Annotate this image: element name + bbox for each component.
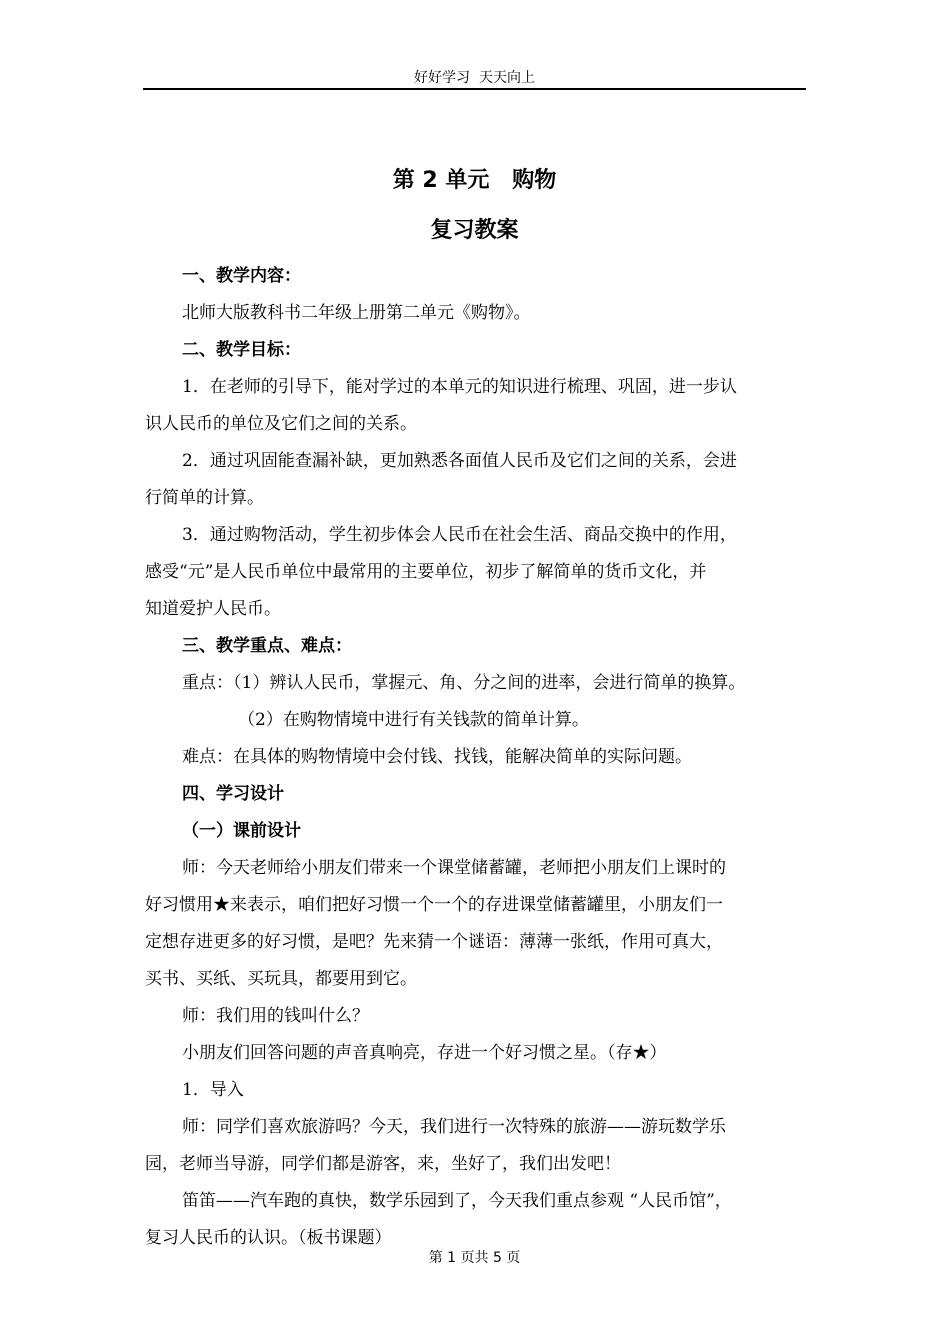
subsection-heading-pre-class: （一）课前设计 — [182, 821, 301, 841]
goal-3-line: 知道爱护人民币。 — [145, 599, 281, 619]
unit-title: 第 2 单元 购物 — [392, 168, 557, 193]
teacher-question: 师：我们用的钱叫什么？ — [182, 1006, 369, 1026]
intro-paragraph-line: 师：同学们喜欢旅游吗？今天，我们进行一次特殊的旅游——游玩数学乐 — [182, 1117, 726, 1137]
goal-2-line: 2．通过巩固能查漏补缺，更加熟悉各面值人民币及它们之间的关系，会进 — [182, 451, 737, 471]
section-heading-design: 四、学习设计 — [182, 784, 284, 804]
key-point-1: 重点：（1）辨认人民币，掌握元、角、分之间的进率，会进行简单的换算。 — [182, 673, 746, 693]
section-heading-key-points: 三、教学重点、难点： — [182, 636, 352, 656]
page-footer: 第 1 页共 5 页 — [428, 1250, 521, 1266]
difficulty-point: 难点：在具体的购物情境中会付钱、找钱，能解决简单的实际问题。 — [182, 747, 692, 767]
teacher-paragraph-line: 定想存进更多的好习惯，是吧？先来猜一个谜语：薄薄一张纸，作用可真大， — [145, 932, 723, 952]
goal-1-line: 1．在老师的引导下，能对学过的本单元的知识进行梳理、巩固，进一步认 — [182, 377, 737, 397]
page-header: 好好学习 天天向上 — [414, 70, 535, 86]
teacher-paragraph-line: 买书、买纸、买玩具，都要用到它。 — [145, 969, 417, 989]
header-divider — [143, 88, 806, 90]
paragraph-content: 北师大版教科书二年级上册第二单元《购物》。 — [182, 303, 531, 323]
intro-paragraph-line: 园，老师当导游，同学们都是游客，来，坐好了，我们出发吧！ — [145, 1154, 621, 1174]
document-body — [145, 258, 807, 1257]
goal-3-line: 3．通过购物活动，学生初步体会人民币在社会生活、商品交换中的作用， — [182, 525, 737, 545]
intro-paragraph-line: 笛笛——汽车跑的真快，数学乐园到了，今天我们重点参观 “人民币馆”， — [182, 1191, 732, 1211]
step-intro: 1．导入 — [182, 1080, 244, 1100]
teacher-paragraph-line: 师：今天老师给小朋友们带来一个课堂储蓄罐，老师把小朋友们上课时的 — [182, 858, 726, 878]
teacher-praise: 小朋友们回答问题的声音真响亮，存进一个好习惯之星。（存★） — [182, 1043, 667, 1063]
goal-2-line: 行简单的计算。 — [145, 488, 264, 508]
intro-paragraph-line: 复习人民币的认识。（板书课题） — [145, 1228, 392, 1248]
key-point-2: （2）在购物情境中进行有关钱款的简单计算。 — [238, 710, 589, 730]
document-title: 复习教案 — [430, 218, 519, 243]
goal-1-line: 识人民币的单位及它们之间的关系。 — [145, 414, 417, 434]
teacher-paragraph-line: 好习惯用★来表示，咱们把好习惯一个一个的存进课堂储蓄罐里，小朋友们一 — [145, 895, 723, 915]
goal-3-line: 感受“元”是人民币单位中最常用的主要单位，初步了解简单的货币文化，并 — [145, 562, 707, 582]
section-heading-content: 一、教学内容： — [182, 266, 301, 286]
section-heading-goals: 二、教学目标： — [182, 340, 301, 360]
